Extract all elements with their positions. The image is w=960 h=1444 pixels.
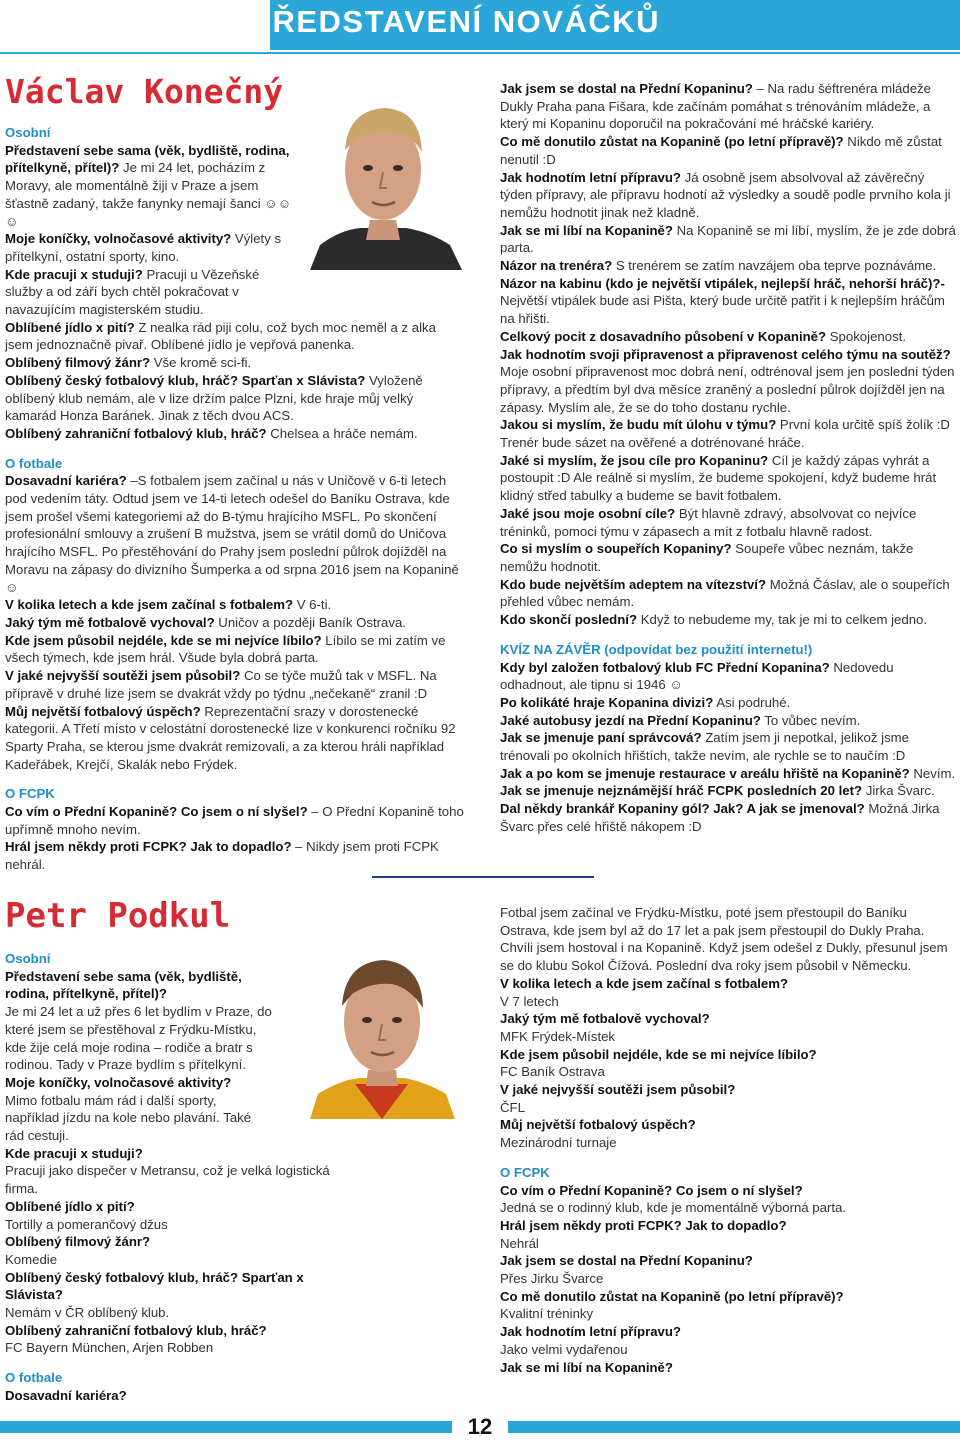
question: Jak jsem se dostal na Přední Kopaninu? [500,81,753,96]
page-number: 12 [467,1414,493,1439]
answer: ČFL [500,1099,525,1115]
question: Co si myslím o soupeřích Kopaniny? [500,541,732,557]
answer: Uničov a později Baník Ostrava. [218,614,406,630]
answer: Možná Čáslav, ale o soupeřích přehled vůbec nemám. [500,576,950,610]
answer: Jirka Švarc. [865,783,935,799]
answer: Reprezentační srazy v dorostenecké kategorii. A Třetí místo v celostátní dorostenecké lize v konkurenci ročníku 92 Sparty Praha, se kterou jsme dvakrát remizovali, a za kterou hráli například Kadeřábek, Krejčí, Skalák nebo Frýdek. [5,703,456,772]
player1-column-right [500,80,958,836]
answer: Vyloženě oblíbený klub nemám, ale v lize držím palce Plzni, kde hraje můj velký kamarád Honza Baránek. Jinak z těch dvou ACS. [5,372,423,424]
section-divider [372,876,594,878]
question: Dal někdy brankář Kopaniny gól? Jak? A jak se jmenoval? [500,801,865,817]
question: Můj největší fotbalový úspěch? [500,1117,696,1133]
question: Jakou si myslím, že budu mít úlohu v týmu? [500,417,777,433]
question: Kde jsem působil nejdéle, kde se mi nejvíce líbilo? [500,1046,817,1062]
question: Jaký tým mě fotbalově vychoval? [5,614,215,630]
question: Jak hodnotím letní přípravu? [500,169,681,185]
question: V jaké nejvyšší soutěži jsem působil? [500,1082,736,1098]
answer: Možná Jirka Švarc přes celé hřiště nákopem :D [500,801,940,834]
answer: – Nikdy jsem proti FCPK nehrál. [5,839,439,873]
answer: FC Bayern München, Arjen Robben [5,1340,214,1356]
question: Jaký tým mě fotbalově vychoval? [500,1011,710,1027]
answer: Je mi 24 let, pocházím z Moravy, ale momentálně žiji v Praze a jsem šťastně zadaný, takže fanynky nemají šanci ☺☺☺ [5,160,292,229]
question: Co mě donutilo zůstat na Kopanině (po letní přípravě)? [500,1288,844,1304]
answer: Jako velmi vydařenou [500,1341,628,1357]
question: Jak se jmenuje paní správcová? [500,730,702,746]
question: Představení sebe sama (věk, bydliště, rodina, přítelkyně, přítel)? [5,142,290,176]
answer: Vše kromě sci-fi. [153,355,252,371]
section-heading-o-fotbale: O fotbale [5,1370,63,1386]
answer: Nikdo mě zůstat nenutil :D [500,134,942,167]
answer: Přes Jirku Švarce [500,1271,604,1287]
question: Jak jsem se dostal na Přední Kopaninu? [500,1253,753,1269]
answer: – O Přední Kopanině toho upřímně mnoho nevím. [5,804,464,837]
section-heading-o-fcpk: O FCPK [5,786,55,802]
question: Kdo skončí poslední? [500,612,638,628]
question: Jak a po kom se jmenuje restaurace v areálu hřiště na Kopanině? [500,765,910,781]
question: Moje koníčky, volnočasové aktivity? [5,1074,232,1090]
player2-column-right [500,904,952,1376]
answer: Jedná se o rodinný klub, kde je momentálně výborná parta. [500,1200,847,1216]
answer: MFK Frýdek-Místek [500,1028,616,1044]
answer: – Na radu šéftrenéra mládeže Dukly Praha pana Fišara, kde začínám pomáhat s trénováním mládeže, a který mi Kopaninu doporučil na pokračování mé hráčské kariéry. [500,81,931,132]
question: Dosavadní kariéra? [5,1387,127,1403]
answer: Nedovedu odhadnout, ale tipnu si 1946 ☺ [500,659,894,693]
answer: Chelsea a hráče nemám. [270,425,418,441]
answer: Když to nebudeme my, tak je mi to celkem jedno. [640,612,928,628]
question: Oblíbený český fotbalový klub, hráč? Sparťan x Slávista? [5,372,366,388]
answer: Zatím jsem ji nepotkal, jelikož jsme trénovali po okolních hřištích, takže nevím, ale rychle se to naučím :D [500,730,909,764]
section-heading-o-fotbale: O fotbale [5,455,63,471]
question: Moje koníčky, volnočasové aktivity? [5,231,232,247]
question: Představení sebe sama (věk, bydliště, rodina, přítelkyně, přítel)? [5,968,242,1002]
answer: První kola určitě spíš žolík :D Trenér bude sázet na ověřené a dotrénované hráče. [500,417,950,451]
question: Hrál jsem někdy proti FCPK? Jak to dopadlo? [5,839,292,855]
question: Jak hodnotím letní přípravu? [500,1324,681,1340]
answer: FC Baník Ostrava [500,1064,605,1080]
answer: –S fotbalem jsem začínal u nás v Uničově v 6-ti letech pod vedením táty. Odtud jsem ve 14-ti letech odešel do Baníku Ostrava, kde jsem prošel všemi kategoriemi až do B-týmu hrajícího MSFL. Po skončení profesionální smlouvy a zrušení B mužstva, jsem se vrátil domů do Uničova hrajícího MSFL. Po přestěhování do Prahy jsem poslední půlrok dojížděl na Moravu na zápasy do divizního Šumperka a od srpna 2016 jsem na Kopanině ☺ [5,473,459,595]
question: Kdo bude největším adeptem na vítezství? [500,576,767,592]
answer: Z nealka rád piji colu, což bych moc neměl a z alka jsem jednoznačně pivař. Oblíbené jídlo je vepřová panenka. [5,319,436,353]
answer: Kvalitní tréninky [500,1306,594,1322]
answer: Tortilly a pomerančový džus [5,1216,168,1232]
question: Jaké jsou moje osobní cíle? [500,505,676,521]
question: V jaké nejvyšší soutěži jsem působil? [5,668,241,684]
answer: Mezinárodní turnaje [500,1135,617,1151]
answer: V 7 letech [500,993,559,1009]
question: Jak se mi líbí na Kopanině? [500,1359,673,1375]
answer: Spokojenost. [829,328,906,344]
header-rule [0,52,960,54]
answer: Výlety s přítelkyní, ostatní sporty, kino. [5,231,282,264]
question: Názor na trenéra? [500,258,613,274]
question: Kde pracuji x studuji? [5,1145,143,1161]
question: Oblíbený zahraniční fotbalový klub, hráč? [5,425,267,441]
question: Kdy byl založen fotbalový klub FC Přední Kopanina? [500,659,830,675]
question: Po kolikáté hraje Kopanina divizi? [500,694,714,710]
page-title: PŘEDSTAVENÍ NOVÁČKŮ [250,4,660,39]
answer: Mimo fotbalu mám rád i další sporty, například jízdu na kole nebo plavání. Také rád cestuji. [5,1092,252,1144]
question: Názor na kabinu (kdo je největší vtipálek, nejlepší hráč, nehorší hráč)?- [500,275,945,291]
question: V kolika letech a kde jsem začínal s fotbalem? [500,975,789,991]
question: Co mě donutilo zůstat na Kopanině (po letní přípravě)? [500,134,844,150]
answer: Největší vtipálek bude asi Pišta, který bude určitě patřit i k nejlepším hráčům na hřišti. [500,293,945,327]
answer: Líbilo se mi zatím ve všech týmech, kde jsem hrál. Všude byla dobrá parta. [5,632,446,666]
answer: To vůbec nevím. [764,712,861,728]
question: Kde jsem působil nejdéle, kde se mi nejvíce líbilo? [5,632,322,648]
answer: S trenérem se zatím navzájem oba teprve poznáváme. [615,258,937,274]
player2-column-left [5,950,365,1405]
question: Celkový pocit z dosavadního působení v Kopanině? [500,328,827,344]
question: Jaké autobusy jezdí na Přední Kopaninu? [500,712,761,728]
answer: Pracuji u Vězeňské služby a od září bych chtěl pokračovat v navazujícím magisterském studiu. [5,266,260,318]
question: Kde pracuji x studuji? [5,266,143,282]
answer: Na Kopanině se mi líbí, myslím, že je zde dobrá parta. [500,222,956,256]
answer: Nevím. [913,765,956,781]
question: Můj největší fotbalový úspěch? [5,703,201,719]
answer: Být hlavně zdravý, absolvovat co nejvíce tréninků, pomoci týmu v zápasech a mít z fotbalu hlavně radost. [500,505,917,539]
question: Oblíbený filmový žánr? [5,355,151,371]
answer: Nemám v ČR oblíbený klub. [5,1305,170,1321]
question: Oblíbený zahraniční fotbalový klub, hráč? [5,1322,267,1338]
question: V kolika letech a kde jsem začínal s fotbalem? [5,597,294,613]
page-header [0,0,960,50]
answer: Moje osobní připravenost moc dobrá není, odtrénoval jsem jen poslední týden přípravy, a předtím byl dva měsíce zraněný a poslední půlrok dojížděl jen na zápasy. Myslím ale, že se do toho dostanu rychle. [500,364,955,415]
answer: Komedie [5,1251,58,1267]
question: Oblíbené jídlo x pití? [5,1198,135,1214]
player1-column-left [5,124,465,874]
answer: Fotbal jsem začínal ve Frýdku-Místku, poté jsem přestoupil do Baníku Ostrava, kde jsem byl až do 17 let a pak jsem přestoupil do Dukly Praha. Chvíli jsem hostoval i na Kopanině. Když jsem odešel z Dukly, přesunul jsem se do klubu Sokol Čížová. Poslední dva roky jsem působil v Německu. [500,905,948,974]
answer: Co se týče mužů tak v MSFL. Na přípravě v druhé lize jsem se dvakrát vždy po týdnu „nečekaně“ zranil :D [5,668,437,701]
player2-name: Petr Podkul [5,896,231,936]
answer: Cíl je každý zápas vyhrát a postoupit :D Ale reálně si myslím, že budeme spokojení, když budeme hrát klidný střed tabulky a budeme se bavit fotbalem. [500,452,937,504]
question: Oblíbené jídlo x pití? [5,319,135,335]
question: Jak hodnotím svoji připravenost a připravenost celého týmu na soutěž? [500,346,951,362]
section-heading-osobni: Osobní [5,951,51,966]
question: Jaké si myslím, že jsou cíle pro Kopaninu? [500,452,769,468]
question: Jak se jmenuje nejznámější hráč FCPK posledních 20 let? [500,783,863,799]
section-heading-osobni: Osobní [5,125,51,140]
question: Oblíbený český fotbalový klub, hráč? Sparťan x Slávista? [5,1269,304,1303]
question: Oblíbený filmový žánr? [5,1234,151,1250]
player1-name: Václav Konečný [5,72,284,111]
question: Co vím o Přední Kopanině? Co jsem o ní slyšel? [5,804,308,820]
answer: Asi podruhé. [716,694,791,710]
section-heading-o-fcpk: O FCPK [500,1164,550,1180]
answer: Nehrál [500,1235,539,1251]
answer: Já osobně jsem absolvoval až závěrečný týden přípravy, ale přípravu hodnotí až výsledky a soudě podle prvního kola ji nemůžu hodnotit jinak než kladně. [500,169,951,220]
answer: Pracuji jako dispečer v Metransu, což je velká logistická firma. [5,1163,330,1197]
question: Co vím o Přední Kopanině? Co jsem o ní slyšel? [500,1182,803,1198]
answer: Soupeře vůbec neznám, takže nemůžu hodnotit. [500,541,914,574]
answer: Je mi 24 let a už přes 6 let bydlím v Praze, do které jsem se přestěhoval z Frýdku-Místku, kde žije celá moje rodina – rodiče a bratr s rodinou. Tady v Praze bydlím s přítelkyní. [5,1004,272,1073]
question: Hrál jsem někdy proti FCPK? Jak to dopadlo? [500,1217,787,1233]
question: Dosavadní kariéra? [5,473,127,489]
question: Jak se mi líbí na Kopanině? [500,222,673,238]
section-heading-kviz: KVÍZ NA ZÁVĚR (odpovídat bez použití internetu!) [500,641,813,657]
answer: V 6-ti. [296,597,332,613]
